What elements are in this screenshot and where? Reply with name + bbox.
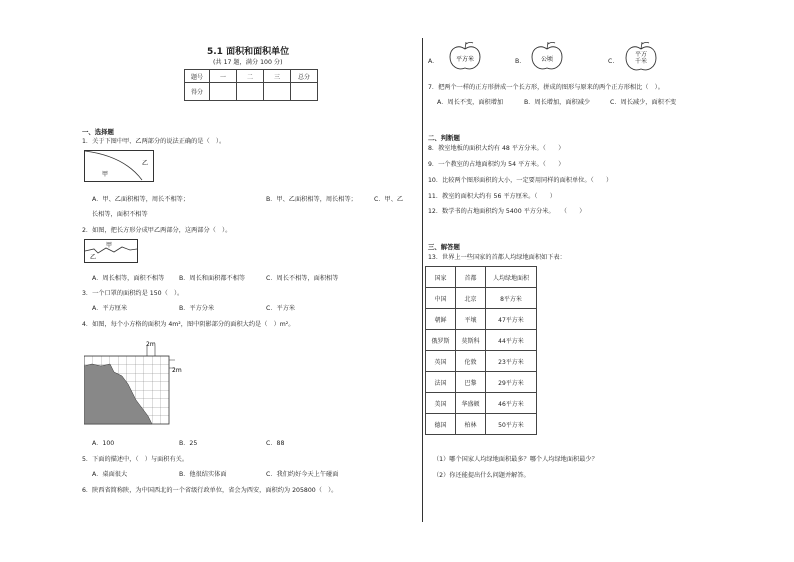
green-area-table bbox=[425, 266, 537, 435]
q3-option-c[interactable]: C．平方米 bbox=[266, 305, 296, 312]
q1-option-a[interactable]: A．甲、乙面积相等，周长不相等； bbox=[92, 196, 190, 203]
table-header: 国家 bbox=[426, 267, 456, 288]
table-cell: 伦敦 bbox=[456, 351, 486, 372]
q7-option-a[interactable]: A．周长不变，面积增加 bbox=[437, 99, 504, 106]
table-cell: 23平方米 bbox=[486, 351, 537, 372]
question-3: 3．一个口罩的面积约是 150（ ）。 bbox=[82, 290, 184, 297]
q5-option-b[interactable]: B．他很结实体面 bbox=[179, 471, 227, 478]
q1-option-b[interactable]: B．甲、乙面积相等，周长相等； bbox=[266, 196, 357, 203]
q5-option-a[interactable]: A．桌面很大 bbox=[92, 471, 128, 478]
score-cell[interactable] bbox=[237, 83, 264, 101]
q6-option-a[interactable]: A. bbox=[428, 58, 435, 65]
table-cell: 46平方米 bbox=[486, 393, 537, 414]
question-13: 13．世界上一些国家的首都人均绿地面积如下表： bbox=[428, 254, 566, 261]
q1-option-c[interactable]: C．甲、乙 bbox=[374, 196, 404, 203]
table-cell: 德国 bbox=[426, 414, 456, 435]
table-cell: 俄罗斯 bbox=[426, 330, 456, 351]
table-cell: 北京 bbox=[456, 288, 486, 309]
table-cell: 44平方米 bbox=[486, 330, 537, 351]
table-cell: 法国 bbox=[426, 372, 456, 393]
table-cell: 柏林 bbox=[456, 414, 486, 435]
q6-option-c[interactable]: C. bbox=[608, 58, 615, 65]
score-header: 总分 bbox=[291, 70, 318, 83]
column-divider bbox=[422, 38, 423, 522]
q4-option-a[interactable]: A．100 bbox=[92, 440, 115, 447]
question-2: 2．如图，把长方形分成甲乙两部分，这两部分（ ）。 bbox=[82, 227, 232, 234]
apple-label: 平方米 bbox=[456, 56, 475, 63]
question-11: 11．教室的面积大约有 56 平方厘米。（ ） bbox=[428, 193, 556, 200]
table-cell: 巴黎 bbox=[456, 372, 486, 393]
score-cell[interactable] bbox=[264, 83, 291, 101]
score-cell[interactable] bbox=[210, 83, 237, 101]
q4-option-b[interactable]: B．25 bbox=[179, 440, 198, 447]
page-title: 5.1 面积和面积单位 bbox=[207, 47, 290, 57]
apple-label: 平方千米 bbox=[634, 51, 647, 65]
score-header: 三 bbox=[264, 70, 291, 83]
q3-option-a[interactable]: A．平方厘米 bbox=[92, 305, 128, 312]
q6-option-b[interactable]: B. bbox=[515, 58, 522, 65]
apple-icon bbox=[624, 40, 658, 74]
question-10: 10．比较两个图形面积的大小，一定要用同样的面积单位。（ ） bbox=[428, 177, 613, 184]
question-9: 9．一个教室的占地面积约为 54 平方米。（ ） bbox=[428, 161, 565, 168]
section-judge-heading: 二、判断题 bbox=[428, 134, 460, 142]
score-cell[interactable] bbox=[291, 83, 318, 101]
score-header: 一 bbox=[210, 70, 237, 83]
q3-option-b[interactable]: B．平方分米 bbox=[179, 305, 215, 312]
q2-option-b[interactable]: B．周长和面积都不相等 bbox=[179, 275, 246, 282]
table-cell: 英国 bbox=[426, 351, 456, 372]
q4-option-c[interactable]: C．88 bbox=[266, 440, 285, 447]
q4-grid-figure bbox=[84, 338, 194, 426]
question-12: 12．数学书的占地面积约为 5400 平方分米。 （ ） bbox=[428, 208, 586, 215]
table-cell: 中国 bbox=[426, 288, 456, 309]
q2-label-b: 乙 bbox=[90, 254, 97, 261]
q4-label-top: 2m bbox=[146, 341, 156, 348]
score-header: 题号 bbox=[185, 70, 210, 83]
question-4: 4．如图，每个小方格的面积为 4m²，图中阴影部分的面积大约是（ ）m²。 bbox=[82, 321, 295, 328]
table-cell: 47平方米 bbox=[486, 309, 537, 330]
q7-option-c[interactable]: C．周长减少，面积不变 bbox=[610, 99, 677, 106]
section-answer-heading: 三、解答题 bbox=[428, 243, 460, 251]
apple-icon bbox=[530, 40, 564, 72]
table-header: 人均绿地面积 bbox=[486, 267, 537, 288]
q2-option-a[interactable]: A．周长相等，面积不相等 bbox=[92, 275, 165, 282]
question-13-part-1: （1）哪个国家人均绿地面积最多？哪个人均绿地面积最少？ bbox=[433, 456, 598, 463]
table-cell: 莫斯科 bbox=[456, 330, 486, 351]
q7-option-b[interactable]: B．周长增加，面积减少 bbox=[524, 99, 591, 106]
table-cell: 华盛顿 bbox=[456, 393, 486, 414]
question-6: 6．陕西省简称陕，为中国西北的一个省级行政单位，省会为西安，面积约为 205800（ ）。 bbox=[82, 487, 338, 494]
table-cell: 8平方米 bbox=[486, 288, 537, 309]
table-cell: 50平方米 bbox=[486, 414, 537, 435]
q1-option-c-cont: 长相等，面积不相等 bbox=[92, 211, 148, 218]
q2-figure bbox=[84, 239, 138, 263]
table-cell: 美国 bbox=[426, 393, 456, 414]
q5-option-c[interactable]: C．我们约好今天上午碰面 bbox=[266, 471, 339, 478]
question-1: 1．关于下图中甲、乙两部分的说法正确的是（ ）。 bbox=[82, 138, 226, 145]
score-header: 二 bbox=[237, 70, 264, 83]
table-cell: 朝鲜 bbox=[426, 309, 456, 330]
question-13-part-2: （2）你还能提出什么问题并解答。 bbox=[433, 472, 530, 479]
q1-label-a: 甲 bbox=[102, 171, 109, 178]
apple-icon bbox=[448, 40, 482, 72]
question-5: 5．下面的描述中，（ ）与面积有关。 bbox=[82, 456, 189, 463]
section-choice-heading: 一、选择题 bbox=[82, 128, 114, 136]
page-subtitle: (共 17 题，满分 100 分) bbox=[213, 59, 283, 66]
question-7: 7．把两个一样的正方形拼成一个长方形，拼成的图形与原来的两个正方形相比（ ）。 bbox=[428, 84, 664, 91]
table-cell: 29平方米 bbox=[486, 372, 537, 393]
q1-label-b: 乙 bbox=[142, 160, 149, 167]
apple-label: 公顷 bbox=[541, 56, 554, 63]
score-row-label: 得分 bbox=[185, 83, 210, 101]
question-8: 8．教室地板的面积大约有 48 平方分米。（ ） bbox=[428, 145, 565, 152]
table-cell: 平壤 bbox=[456, 309, 486, 330]
q4-label-side: 2m bbox=[172, 367, 182, 374]
q1-figure bbox=[84, 150, 154, 182]
q2-option-c[interactable]: C．周长不相等，面积相等 bbox=[266, 275, 339, 282]
score-table bbox=[184, 69, 318, 101]
table-header: 首都 bbox=[456, 267, 486, 288]
q2-label-a: 甲 bbox=[106, 242, 113, 249]
